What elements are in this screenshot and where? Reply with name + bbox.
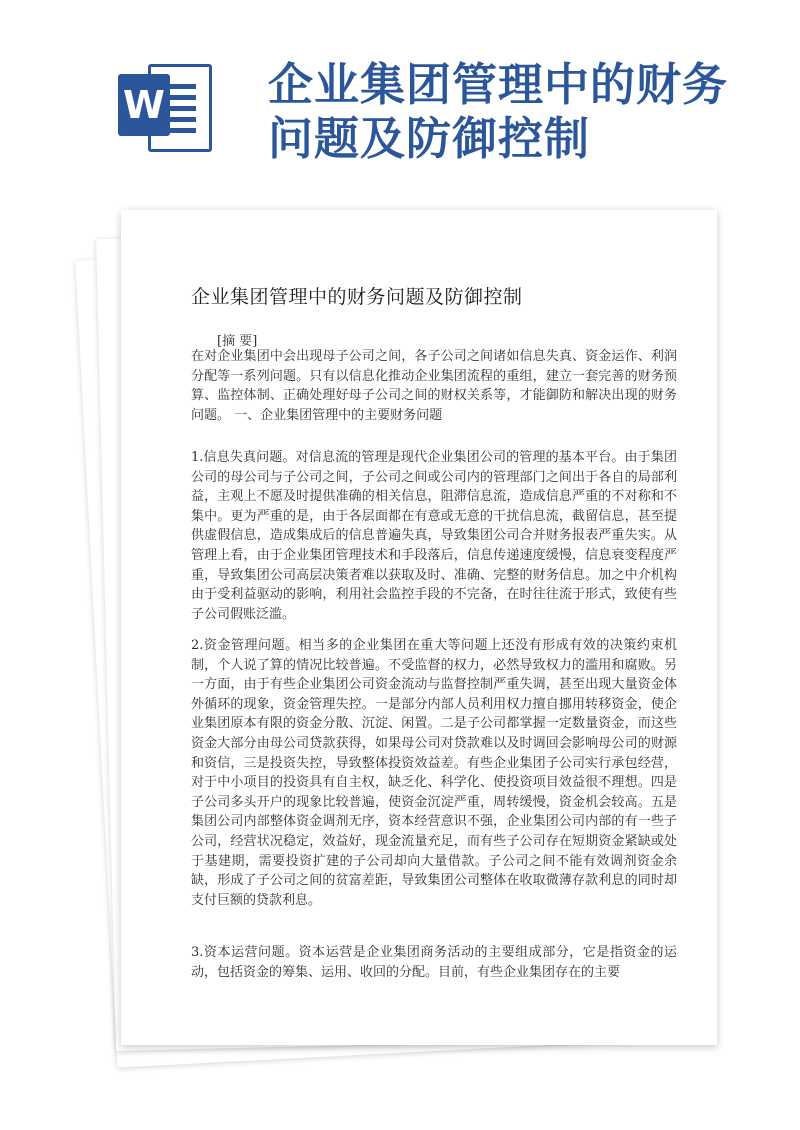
- document-title: 企业集团管理中的财务问题及防御控制: [191, 286, 523, 308]
- word-badge: W: [118, 74, 170, 136]
- section-paragraph-1: 1.信息失真问题。对信息流的管理是现代企业集团公司的管理的基本平台。由于集团公司的母公司与子公司之间，子公司之间或公司内的管理部门之间出于各自的局部利益，主观上不愿及时提供准确的相关信息，阻滞信息流，造成信息严重的不对称和不集中。更为严重的是，由于各层面都在有意或无意的干扰信息流，截留信息，甚至提供虚假信息，造成集成后的信息普遍失真，导致集团公司合并财务报表严重失实。从管理上看，由于企业集团管理技术和手段落后，信息传递速度缓慢，信息衰变程度严重，导致集团公司高层决策者难以获取及时、准确、完整的财务信息。加之中介机构由于受利益驱动的影响，利用社会监控手段的不完备，在时往往流于形式，致使有些子公司假账泛滥。: [191, 450, 677, 622]
- section-paragraph-3: 3.资本运营问题。资本运营是企业集团商务活动的主要组成部分，它是指资金的运动，包括资金的筹集、运用、收回的分配。目前，有些企业集团存在的主要: [191, 945, 677, 980]
- document-page: [121, 210, 717, 1045]
- abstract-label: [摘 要]: [217, 334, 258, 349]
- section-paragraph-2: 2.资金管理问题。相当多的企业集团在重大等问题上还没有形成有效的决策约束机制，个人说了算的情况比较普遍。不受监督的权力，必然导致权力的滥用和腐败。另一方面，由于有些企业集团公司资金流动与监督控制严重失调，甚至出现大量资金体外循环的现象，资金管理失控。一是部分内部人员利用权力擅自挪用转移资金，使企业集团原本有限的资金分散、沉淀、闲置。二是子公司都掌握一定数量资金，而这些资金大部分由母公司贷款获得，如果母公司对贷款难以及时调回会影响母公司的财源和资信，三是投资失控，导致整体投资效益差。有些企业集团子公司实行承包经营，对于中小项目的投资具有自主权，缺乏化、科学化、使投资项目效益很不理想。四是子公司多头开户的现象比较普遍，使资金沉淀严重，周转缓慢，资金机会较高。五是集团公司内部整体资金调剂无序，资本经营意识不强，企业集团公司内部的有一些子公司，经营状况稳定，效益好，现金流量充足，而有些子公司存在短期资金紧缺或处于基建期，需要投资扩建的子公司却向大量借款。子公司之间不能有效调剂资金余缺，形成了子公司之间的贫富差距，导致集团公司整体在收取微薄存款利息的同时却支付巨额的贷款利息。: [191, 638, 677, 908]
- banner-title: 企业集团管理中的财务问题及防御控制: [268, 58, 729, 165]
- word-document-icon: [118, 60, 208, 150]
- banner: [0, 0, 800, 215]
- abstract-paragraph: 在对企业集团中会出现母子公司之间，各子公司之间诸如信息失真、资金运作、利润分配等一系列问题。只有以信息化推动企业集团流程的重组，建立一套完善的财务预算、监控体制、正确处理好母子公司之间的财权关系等，才能御防和解决出现的财务问题。 一、企业集团管理中的主要财务问题: [191, 349, 677, 423]
